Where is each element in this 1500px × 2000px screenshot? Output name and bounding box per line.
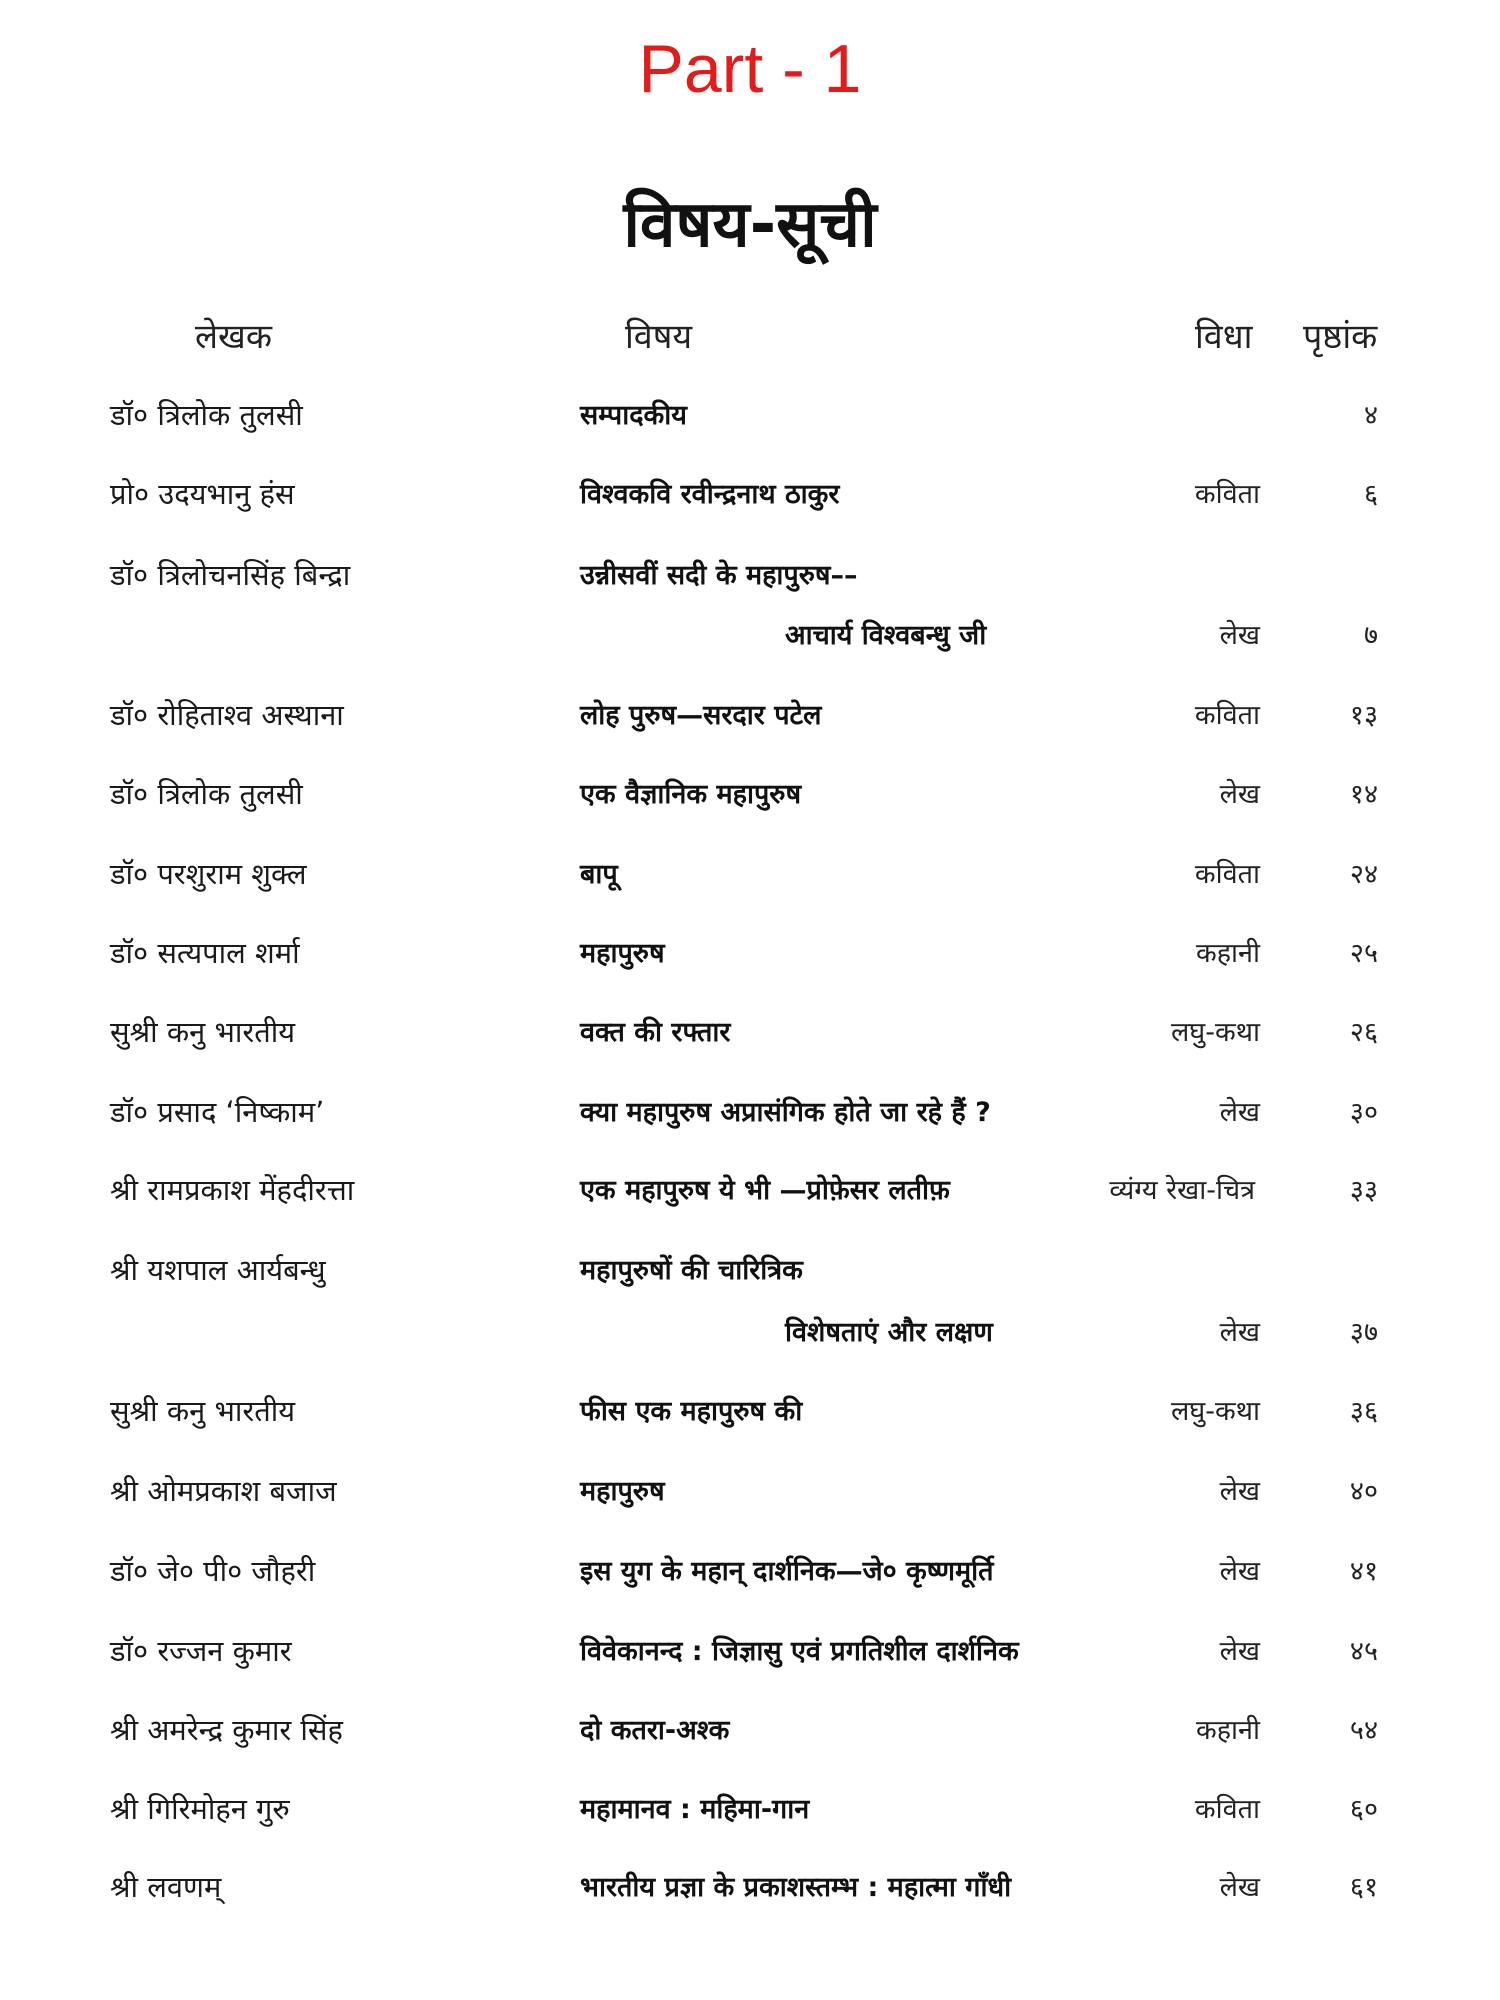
toc-row [0, 555, 1500, 615]
toc-author: डॉ० त्रिलोचनसिंह बिन्द्रा [110, 558, 351, 592]
toc-genre: लेख [1219, 1476, 1260, 1507]
toc-author: श्री यशपाल आर्यबन्धु [110, 1253, 326, 1287]
toc-author: श्री रामप्रकाश मेंहदीरत्ता [110, 1173, 355, 1207]
toc-row [0, 1250, 1500, 1310]
toc-genre: लेख [1219, 1097, 1260, 1128]
toc-row [0, 854, 1500, 914]
toc-author: श्री अमरेन्द्र कुमार सिंह [110, 1713, 343, 1747]
toc-page: ६० [1349, 1794, 1378, 1825]
toc-page: ४५ [1349, 1636, 1378, 1667]
toc-genre: कविता [1194, 1794, 1260, 1825]
toc-page: ४ [1363, 400, 1378, 431]
toc-row [0, 933, 1500, 993]
toc-author: श्री ओमप्रकाश बजाज [110, 1474, 337, 1508]
toc-page: ३७ [1349, 1317, 1378, 1348]
toc-genre: कविता [1194, 859, 1260, 890]
toc-page: ३३ [1349, 1175, 1378, 1206]
toc-genre: व्यंग्य रेखा-चित्र [1109, 1175, 1255, 1206]
toc-author: सुश्री कनु भारतीय [110, 1015, 296, 1049]
toc-genre: लेख [1219, 1872, 1260, 1903]
toc-author: डॉ० जे० पी० जौहरी [110, 1554, 316, 1588]
toc-subject: सम्पादकीय [580, 400, 687, 431]
toc-row [0, 1789, 1500, 1849]
toc-subject: दो कतरा-अश्क [580, 1715, 730, 1746]
toc-subject: विश्वकवि रवीन्द्रनाथ ठाकुर [580, 479, 840, 510]
toc-genre: कहानी [1195, 1715, 1260, 1746]
toc-subject: महापुरुष [580, 938, 665, 969]
toc-row [0, 1551, 1500, 1611]
toc-page: ४० [1349, 1476, 1378, 1507]
toc-row [0, 1170, 1500, 1230]
toc-page: ६१ [1349, 1872, 1378, 1903]
toc-author: डॉ० त्रिलोक तुलसी [110, 777, 303, 811]
toc-subject: भारतीय प्रज्ञा के प्रकाशस्तम्भ : महात्मा गाँधी [580, 1872, 1012, 1903]
toc-subject: एक वैज्ञानिक महापुरुष [580, 779, 802, 810]
toc-author: श्री लवणम् [110, 1870, 222, 1904]
toc-subject: इस युग के महान् दार्शनिक—जे० कृष्णमूर्ति [580, 1556, 994, 1587]
toc-subject: बापू [580, 859, 618, 890]
toc-page: ४१ [1349, 1556, 1378, 1587]
toc-genre: लघु-कथा [1171, 1017, 1260, 1048]
toc-row [0, 1471, 1500, 1531]
toc-subject: क्या महापुरुष अप्रासंगिक होते जा रहे हैं ? [580, 1097, 991, 1128]
toc-subject: उन्नीसवीं सदी के महापुरुष–– [580, 560, 858, 591]
header-page: पृष्ठांक [1303, 317, 1378, 357]
toc-subject: वक्त की रफ्तार [580, 1017, 731, 1048]
toc-genre: लेख [1219, 1556, 1260, 1587]
toc-row [0, 1391, 1500, 1451]
toc-row [0, 1012, 1500, 1072]
toc-author: डॉ० प्रसाद ‘निष्काम’ [110, 1095, 325, 1129]
toc-page: १३ [1349, 700, 1378, 731]
toc-author: डॉ० रोहिताश्व अस्थाना [110, 698, 344, 732]
header-genre: विधा [1195, 317, 1253, 357]
toc-page: ३६ [1349, 1396, 1378, 1427]
toc-genre: कविता [1194, 700, 1260, 731]
toc-subject: फीस एक महापुरुष की [580, 1396, 803, 1427]
toc-author: डॉ० त्रिलोक तुलसी [110, 398, 303, 432]
toc-genre: कविता [1194, 479, 1260, 510]
toc-page: १४ [1349, 779, 1378, 810]
toc-row [0, 395, 1500, 455]
toc-row [0, 615, 1500, 675]
toc-subject: लोह पुरुष—सरदार पटेल [580, 700, 822, 731]
toc-subject: महापुरुष [580, 1476, 665, 1507]
toc-page: ६ [1363, 479, 1378, 510]
header-author: लेखक [195, 317, 272, 357]
toc-row [0, 1867, 1500, 1927]
toc-author: डॉ० परशुराम शुक्ल [110, 857, 307, 891]
toc-page: ७ [1363, 620, 1378, 651]
toc-page: ५४ [1349, 1715, 1378, 1746]
toc-genre: लघु-कथा [1171, 1396, 1260, 1427]
toc-page: ३० [1349, 1097, 1378, 1128]
toc-row [0, 474, 1500, 534]
toc-page: २६ [1349, 1017, 1378, 1048]
page-title: विषय-सूची [623, 188, 877, 262]
part-label: Part - 1 [638, 31, 862, 107]
toc-author: सुश्री कनु भारतीय [110, 1394, 296, 1428]
toc-subject: आचार्य विश्वबन्धु जी [785, 620, 987, 651]
toc-row [0, 1710, 1500, 1770]
toc-row [0, 1631, 1500, 1691]
toc-author: डॉ० सत्यपाल शर्मा [110, 936, 300, 970]
toc-author: प्रो० उदयभानु हंस [110, 477, 295, 511]
toc-subject: विवेकानन्द : जिज्ञासु एवं प्रगतिशील दार्शनिक [580, 1636, 1019, 1667]
toc-row [0, 774, 1500, 834]
toc-subject: एक महापुरुष ये भी —प्रोफ़ेसर लतीफ़ [580, 1175, 950, 1206]
toc-page: २४ [1349, 859, 1378, 890]
toc-author: डॉ० रज्जन कुमार [110, 1634, 292, 1668]
toc-subject: विशेषताएं और लक्षण [785, 1317, 993, 1348]
toc-subject: महापुरुषों की चारित्रिक [580, 1255, 803, 1286]
toc-page: २५ [1349, 938, 1378, 969]
toc-row [0, 695, 1500, 755]
header-subject: विषय [625, 317, 693, 357]
toc-subject: महामानव : महिमा-गान [580, 1794, 810, 1825]
toc-row [0, 1092, 1500, 1152]
toc-author: श्री गिरिमोहन गुरु [110, 1792, 290, 1826]
toc-genre: लेख [1219, 1636, 1260, 1667]
toc-genre: लेख [1219, 779, 1260, 810]
toc-genre: लेख [1219, 620, 1260, 651]
toc-genre: कहानी [1195, 938, 1260, 969]
toc-row [0, 1312, 1500, 1372]
toc-genre: लेख [1219, 1317, 1260, 1348]
